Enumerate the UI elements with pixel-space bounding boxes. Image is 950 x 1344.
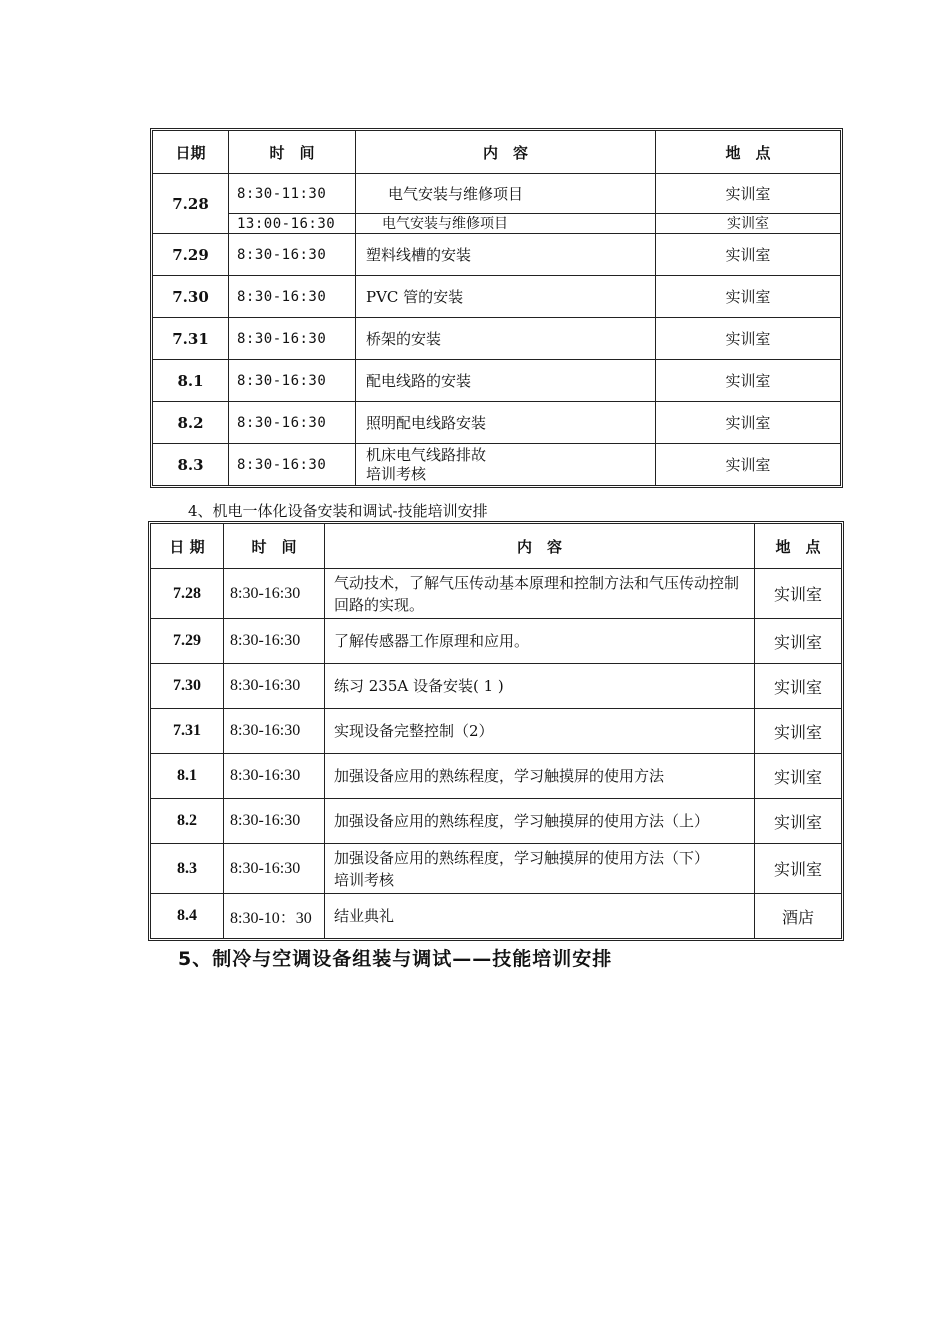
table-header-row bbox=[153, 131, 841, 174]
table-row bbox=[151, 619, 842, 664]
row-date: 7.28 bbox=[151, 569, 224, 619]
content-line: 培训考核 bbox=[366, 464, 427, 483]
row-place: 实训室 bbox=[656, 444, 841, 486]
row-place: 实训室 bbox=[656, 234, 841, 276]
row-content bbox=[356, 444, 656, 486]
row-place: 实训室 bbox=[656, 318, 841, 360]
row-time: 8:30-16:30 bbox=[224, 844, 325, 894]
row-date: 8.1 bbox=[153, 360, 229, 402]
table-row bbox=[153, 234, 841, 276]
row-date: 7.30 bbox=[151, 664, 224, 709]
row-place: 实训室 bbox=[656, 276, 841, 318]
row-time: 8:30-10：30 bbox=[224, 894, 325, 939]
section-heading-5: 5、制冷与空调设备组装与调试——技能培训安排 bbox=[178, 948, 613, 970]
content-line: 培训考核 bbox=[334, 870, 395, 889]
row-time: 8:30-16:30 bbox=[224, 754, 325, 799]
row-place: 实训室 bbox=[755, 754, 842, 799]
row-time: 8:30-16:30 bbox=[229, 234, 356, 276]
row-time: 8:30-16:30 bbox=[224, 799, 325, 844]
header-time: 时 间 bbox=[229, 131, 356, 174]
row-content: 电气安装与维修项目 bbox=[356, 174, 656, 214]
header-place: 地 点 bbox=[656, 131, 841, 174]
row-content: 配电线路的安装 bbox=[356, 360, 656, 402]
row-content: 桥架的安装 bbox=[356, 318, 656, 360]
row-content: 气动技术，了解气压传动基本原理和控制方法和气压传动控制回路的实现。 bbox=[325, 569, 755, 619]
row-content: 了解传感器工作原理和应用。 bbox=[325, 619, 755, 664]
row-place: 实训室 bbox=[755, 799, 842, 844]
row-time: 8:30-16:30 bbox=[229, 402, 356, 444]
row-date: 7.31 bbox=[151, 709, 224, 754]
header-content: 内 容 bbox=[325, 524, 755, 569]
content-line: 加强设备应用的熟练程度，学习触摸屏的使用方法（下） bbox=[334, 848, 710, 867]
row-content: 实现设备完整控制（2） bbox=[325, 709, 755, 754]
table-row bbox=[151, 664, 842, 709]
row-place: 实训室 bbox=[656, 402, 841, 444]
header-date: 日 期 bbox=[151, 524, 224, 569]
table-row bbox=[153, 402, 841, 444]
row-time: 8:30-16:30 bbox=[229, 318, 356, 360]
row-date: 8.4 bbox=[151, 894, 224, 939]
row-date: 7.28 bbox=[153, 174, 229, 234]
table-row bbox=[153, 444, 841, 486]
row-time: 8:30-16:30 bbox=[224, 709, 325, 754]
row-content: 加强设备应用的熟练程度，学习触摸屏的使用方法（上） bbox=[325, 799, 755, 844]
row-place: 实训室 bbox=[755, 664, 842, 709]
section-caption-4: 4、机电一体化设备安装和调试-技能培训安排 bbox=[188, 502, 488, 520]
row-time: 13:00-16:30 bbox=[229, 214, 356, 234]
row-content: 结业典礼 bbox=[325, 894, 755, 939]
row-place: 实训室 bbox=[755, 709, 842, 754]
row-content: 电气安装与维修项目 bbox=[356, 214, 656, 234]
table-row bbox=[151, 844, 842, 894]
schedule-table-electrical bbox=[152, 130, 841, 486]
header-date: 日期 bbox=[153, 131, 229, 174]
row-place: 实训室 bbox=[755, 569, 842, 619]
row-time: 8:30-16:30 bbox=[229, 360, 356, 402]
row-content: 塑料线槽的安装 bbox=[356, 234, 656, 276]
row-date: 7.31 bbox=[153, 318, 229, 360]
schedule-table-mechatronics bbox=[150, 523, 842, 939]
table-row bbox=[153, 360, 841, 402]
table-row bbox=[151, 894, 842, 939]
content-line: 机床电气线路排故 bbox=[366, 445, 487, 464]
row-time: 8:30-16:30 bbox=[224, 569, 325, 619]
row-time: 8:30-11:30 bbox=[229, 174, 356, 214]
table-header-row bbox=[151, 524, 842, 569]
row-content: 照明配电线路安装 bbox=[356, 402, 656, 444]
row-date: 7.30 bbox=[153, 276, 229, 318]
table-row bbox=[153, 214, 841, 234]
row-date: 7.29 bbox=[151, 619, 224, 664]
row-place: 实训室 bbox=[656, 214, 841, 234]
row-time: 8:30-16:30 bbox=[224, 619, 325, 664]
row-place: 酒店 bbox=[755, 894, 842, 939]
row-date: 7.29 bbox=[153, 234, 229, 276]
row-content: 练习 235A 设备安装( 1 ) bbox=[325, 664, 755, 709]
table-row bbox=[153, 276, 841, 318]
header-content: 内 容 bbox=[356, 131, 656, 174]
header-place: 地 点 bbox=[755, 524, 842, 569]
row-content: PVC 管的安装 bbox=[356, 276, 656, 318]
row-place: 实训室 bbox=[656, 360, 841, 402]
row-place: 实训室 bbox=[755, 619, 842, 664]
row-date: 8.2 bbox=[153, 402, 229, 444]
row-time: 8:30-16:30 bbox=[224, 664, 325, 709]
row-place: 实训室 bbox=[755, 844, 842, 894]
row-date: 8.3 bbox=[153, 444, 229, 486]
table-row bbox=[151, 709, 842, 754]
table-row bbox=[153, 318, 841, 360]
row-content bbox=[325, 844, 755, 894]
row-content: 加强设备应用的熟练程度，学习触摸屏的使用方法 bbox=[325, 754, 755, 799]
table-row bbox=[153, 174, 841, 214]
row-time: 8:30-16:30 bbox=[229, 444, 356, 486]
row-date: 8.1 bbox=[151, 754, 224, 799]
row-date: 8.2 bbox=[151, 799, 224, 844]
table-row bbox=[151, 569, 842, 619]
header-time: 时 间 bbox=[224, 524, 325, 569]
row-time: 8:30-16:30 bbox=[229, 276, 356, 318]
table-row bbox=[151, 754, 842, 799]
row-place: 实训室 bbox=[656, 174, 841, 214]
row-date: 8.3 bbox=[151, 844, 224, 894]
table-row bbox=[151, 799, 842, 844]
